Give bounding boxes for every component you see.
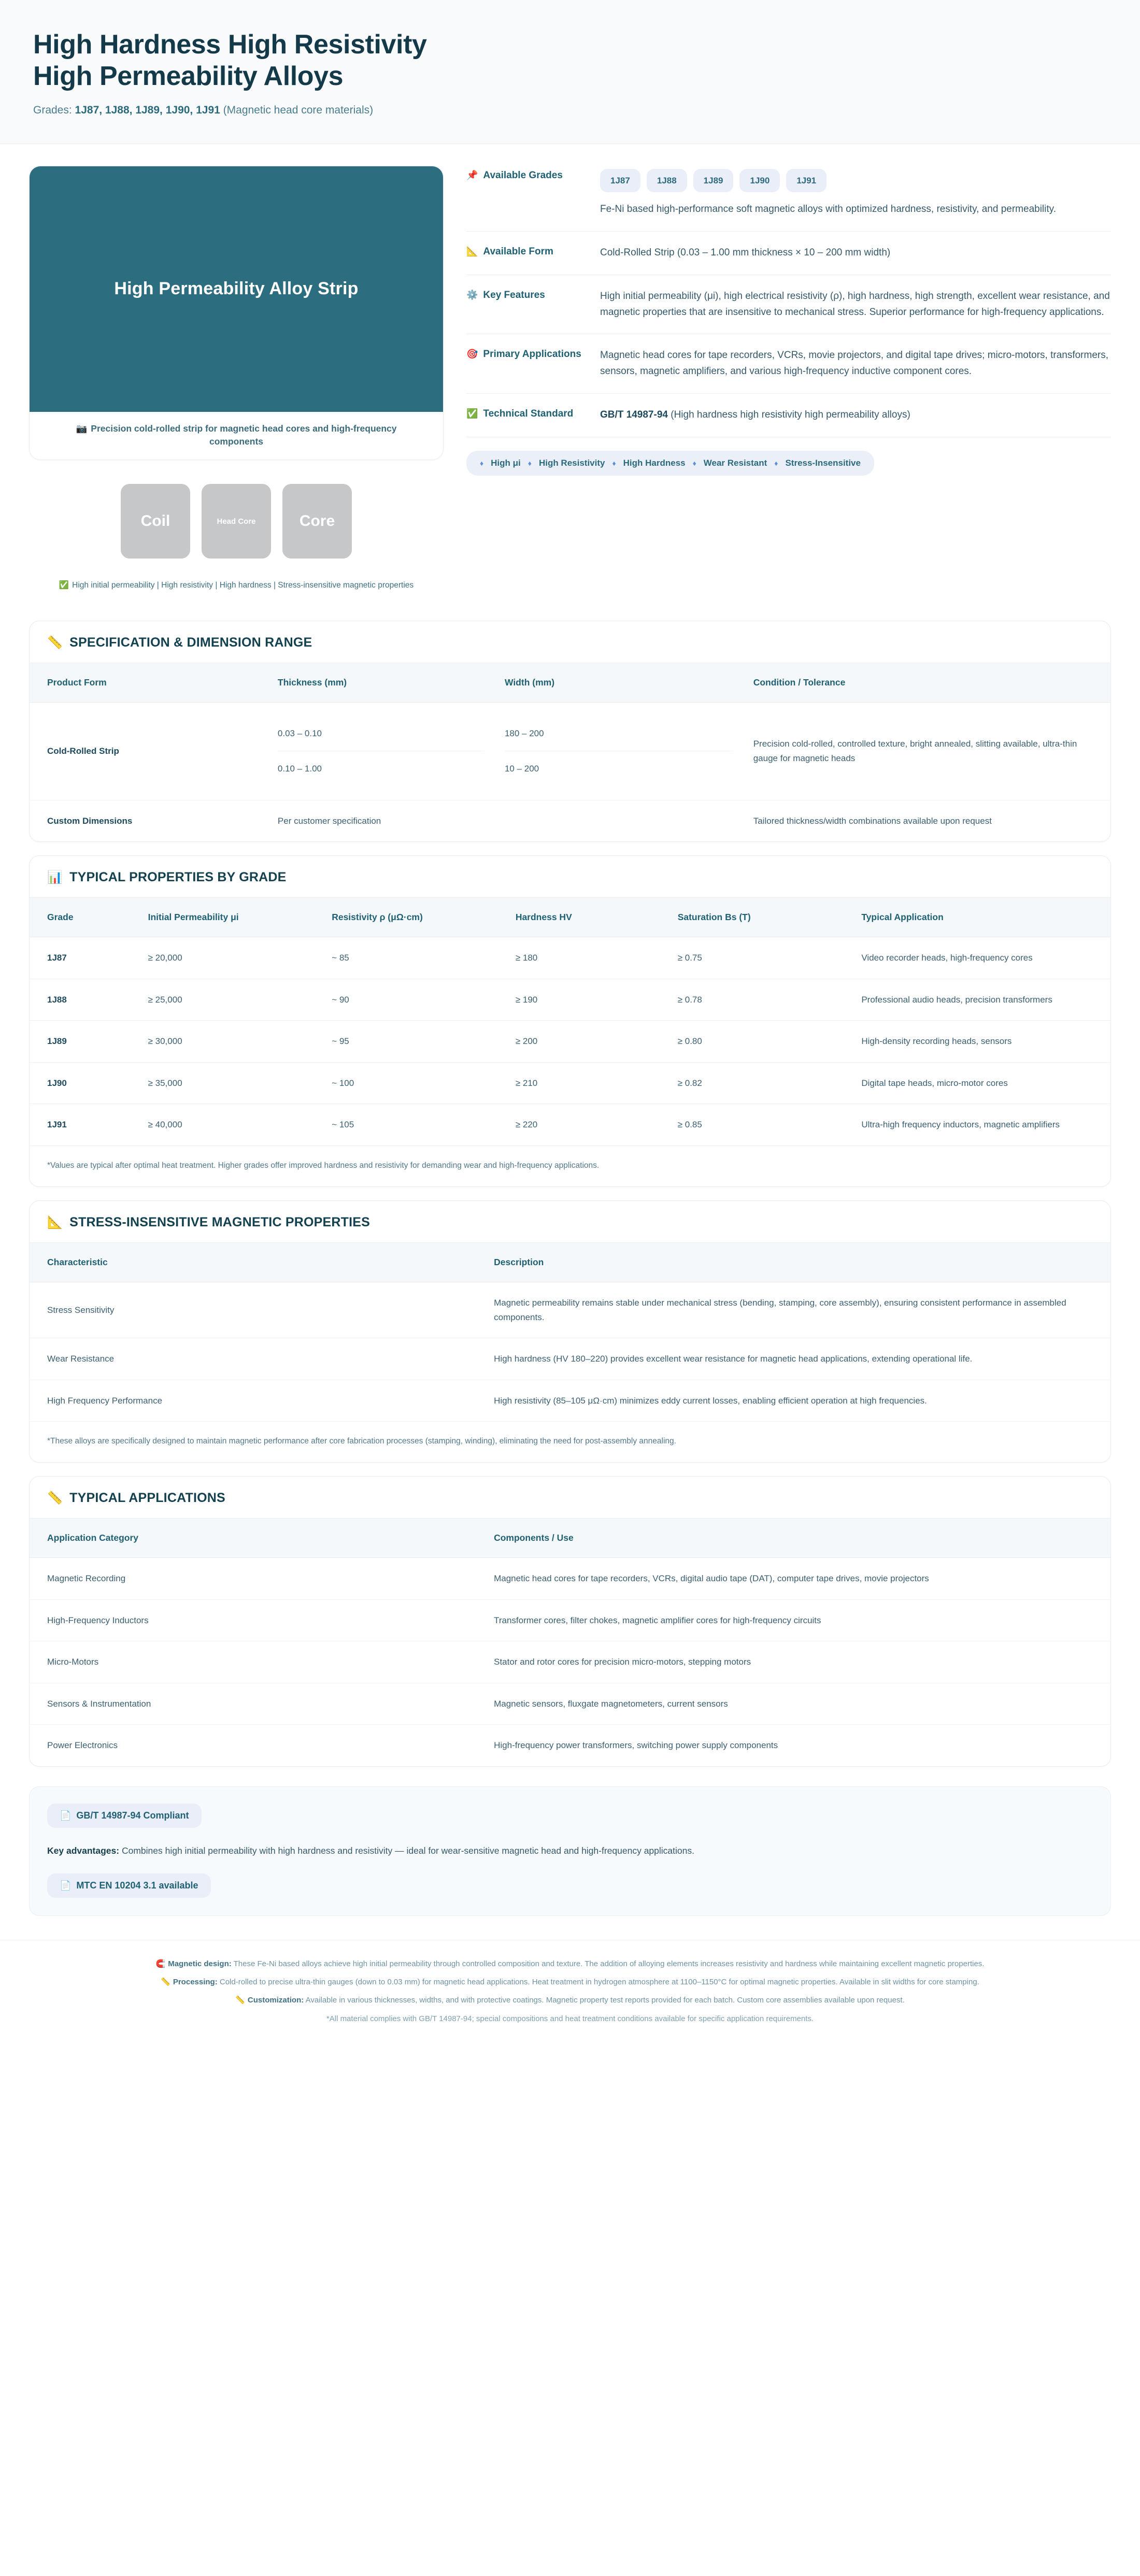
spec-label-text: Available Grades bbox=[483, 169, 563, 181]
grade-properties-section bbox=[29, 855, 1111, 1187]
cell-category: Power Electronics bbox=[47, 1740, 118, 1751]
cell-saturation: ≥ 0.75 bbox=[667, 937, 851, 979]
cell-use: High-frequency power transformers, switching power supply components bbox=[494, 1740, 778, 1751]
spec-label-text: Available Form bbox=[483, 246, 553, 257]
ruler-icon: 📏 bbox=[47, 1491, 63, 1506]
grade-chip[interactable]: 1J88 bbox=[647, 169, 687, 193]
footer-note-text: Available in various thicknesses, widths, and with protective coatings. Magnetic property test reports provided for each batch. Custom core assemblies available upon request. bbox=[304, 1996, 905, 2005]
product-image-card bbox=[29, 166, 444, 461]
specification-section bbox=[29, 621, 1111, 842]
cell-permeability: ≥ 20,000 bbox=[138, 937, 322, 979]
table-row bbox=[30, 702, 1110, 800]
product-image-placeholder bbox=[30, 166, 443, 412]
cell-thickness bbox=[267, 702, 494, 800]
cell-condition: Tailored thickness/width combinations available upon request bbox=[753, 815, 992, 826]
footer-note-processing bbox=[62, 1976, 1078, 1988]
table-row bbox=[30, 1282, 1110, 1338]
cell-category: High-Frequency Inductors bbox=[30, 1599, 483, 1641]
spec-value-text: Fe-Ni based high-performance soft magnetic alloys with optimized hardness, resistivity, and permeability. bbox=[600, 204, 1057, 215]
table-row bbox=[30, 800, 1110, 841]
cell-hardness: ≥ 210 bbox=[505, 1062, 667, 1104]
cell-application: Professional audio heads, precision transformers bbox=[851, 979, 1110, 1021]
product-highlights-note bbox=[29, 579, 444, 591]
spec-label bbox=[466, 348, 587, 361]
page-footer bbox=[0, 1940, 1140, 2055]
diamond-icon: ♦ bbox=[480, 459, 484, 467]
magnet-icon: 🧲 bbox=[155, 1959, 166, 1968]
cell-category: Micro-Motors bbox=[30, 1641, 483, 1683]
cell-resistivity: ~ 95 bbox=[321, 1021, 505, 1063]
bar-chart-icon: 📊 bbox=[47, 870, 63, 885]
key-advantages-body: Combines high initial permeability with high hardness and resistivity — ideal for wear-sensitive magnetic head and high-frequency applications. bbox=[119, 1845, 694, 1856]
diamond-icon: ♦ bbox=[774, 459, 778, 467]
standard-compliance-badge bbox=[47, 1804, 202, 1828]
cell-description: High resistivity (85–105 μΩ·cm) minimizes eddy current losses, enabling efficient operation at high frequencies. bbox=[494, 1395, 927, 1406]
cell-hardness: ≥ 180 bbox=[505, 937, 667, 979]
cell-permeability: ≥ 30,000 bbox=[138, 1021, 322, 1063]
subtitle-grades: 1J87, 1J88, 1J89, 1J90, 1J91 bbox=[75, 104, 220, 116]
stacked-values bbox=[278, 716, 484, 786]
feature-tag-bar bbox=[466, 451, 874, 476]
cell-characteristic: Stress Sensitivity bbox=[30, 1282, 483, 1338]
table-row bbox=[30, 1062, 1110, 1104]
pushpin-icon: 📌 bbox=[466, 169, 478, 180]
cell-category: Sensors & Instrumentation bbox=[30, 1683, 483, 1725]
column-header: Resistivity ρ (μΩ·cm) bbox=[321, 898, 505, 937]
standard-description: (High hardness high resistivity high permeability alloys) bbox=[667, 409, 910, 420]
applications-table bbox=[30, 1518, 1110, 1766]
key-advantages-label: Key advantages: bbox=[47, 1845, 120, 1856]
cell-description: High hardness (HV 180–220) provides excellent wear resistance for magnetic head applications, extending operational life. bbox=[483, 1338, 1110, 1380]
table-row bbox=[30, 1683, 1110, 1725]
thumbnail-label: Coil bbox=[140, 512, 170, 530]
compliance-panel bbox=[29, 1786, 1111, 1916]
cell-condition: Precision cold-rolled, controlled texture, bright annealed, slitting available, ultra-thin gauge for magnetic heads bbox=[743, 702, 1110, 800]
cell-characteristic: Wear Resistance bbox=[30, 1338, 483, 1380]
table-header-row bbox=[30, 663, 1110, 702]
column-header: Product Form bbox=[30, 663, 267, 702]
gear-icon: ⚙️ bbox=[466, 289, 478, 300]
footer-note-label: Customization: bbox=[247, 1996, 304, 2005]
table-row bbox=[30, 979, 1110, 1021]
value-line: 10 – 200 bbox=[505, 751, 733, 786]
section-title bbox=[30, 621, 1110, 663]
table-header-row bbox=[30, 1242, 1110, 1282]
feature-tag: High Hardness bbox=[623, 457, 686, 468]
cell-width bbox=[494, 702, 743, 800]
grade-chip-list bbox=[600, 169, 1111, 193]
table-row bbox=[30, 1599, 1110, 1641]
stacked-values bbox=[505, 716, 733, 786]
badge-label: GB/T 14987-94 Compliant bbox=[76, 1810, 189, 1821]
thumbnail-label: Head Core bbox=[217, 517, 256, 526]
footer-note-customization bbox=[62, 1994, 1078, 2006]
grade-chip[interactable]: 1J91 bbox=[786, 169, 826, 193]
cell-application: Ultra-high frequency inductors, magnetic amplifiers bbox=[861, 1120, 1060, 1130]
cell-hardness: ≥ 190 bbox=[505, 979, 667, 1021]
section-title-text: STRESS-INSENSITIVE MAGNETIC PROPERTIES bbox=[69, 1214, 370, 1229]
subtitle-prefix: Grades: bbox=[33, 104, 75, 116]
page-subtitle bbox=[33, 104, 1107, 117]
spec-label-text: Key Features bbox=[483, 289, 545, 300]
cell-use: Magnetic head cores for tape recorders, VCRs, digital audio tape (DAT), computer tape drives, movie projectors bbox=[483, 1558, 1110, 1600]
ruler-icon: 📐 bbox=[47, 1215, 63, 1229]
cell-resistivity: ~ 85 bbox=[321, 937, 505, 979]
cell-grade: 1J87 bbox=[30, 937, 138, 979]
spec-row-primary-applications bbox=[466, 334, 1111, 394]
column-header: Components / Use bbox=[483, 1519, 1110, 1558]
column-header: Saturation Bs (T) bbox=[667, 898, 851, 937]
value-line: 0.10 – 1.00 bbox=[278, 751, 484, 786]
table-row bbox=[30, 1641, 1110, 1683]
cell-product-form: Custom Dimensions bbox=[47, 815, 133, 826]
column-header: Description bbox=[483, 1242, 1110, 1282]
ruler-icon: 📏 bbox=[161, 1978, 170, 1987]
cell-saturation: ≥ 0.82 bbox=[667, 1062, 851, 1104]
feature-tag: High Resistivity bbox=[538, 457, 605, 468]
stress-properties-section bbox=[29, 1200, 1111, 1463]
camera-icon: 📷 bbox=[76, 423, 88, 434]
cell-characteristic: High Frequency Performance bbox=[47, 1395, 163, 1406]
cell-use: Stator and rotor cores for precision micro-motors, stepping motors bbox=[483, 1641, 1110, 1683]
subtitle-suffix: (Magnetic head core materials) bbox=[220, 104, 374, 116]
table-row bbox=[30, 1558, 1110, 1600]
key-advantages-text bbox=[47, 1843, 1093, 1858]
table-row bbox=[30, 1725, 1110, 1766]
cell-saturation: ≥ 0.85 bbox=[677, 1120, 702, 1130]
section-title-text: TYPICAL APPLICATIONS bbox=[69, 1491, 225, 1506]
column-header: Initial Permeability μi bbox=[138, 898, 322, 937]
footer-note-label: Processing: bbox=[173, 1978, 218, 1987]
column-header: Grade bbox=[30, 898, 138, 937]
thumbnail-label: Core bbox=[299, 512, 335, 530]
grade-properties-table bbox=[30, 897, 1110, 1146]
grade-chip[interactable]: 1J87 bbox=[600, 169, 640, 193]
page-header bbox=[0, 0, 1140, 144]
specification-table bbox=[30, 663, 1110, 842]
cell-grade: 1J91 bbox=[47, 1120, 67, 1130]
spec-value: Magnetic head cores for tape recorders, VCRs, movie projectors, and digital tape drives; micro-motors, transformers, sensors, magnetic amplifiers, and various high-frequency inductive component cores. bbox=[600, 350, 1108, 377]
spec-label bbox=[466, 169, 587, 182]
cell-use: Magnetic sensors, fluxgate magnetometers, current sensors bbox=[483, 1683, 1110, 1725]
footer-note-label: Magnetic design: bbox=[168, 1959, 232, 1968]
document-icon: 📄 bbox=[60, 1810, 72, 1821]
green-check-icon: ✅ bbox=[59, 581, 69, 590]
cell-grade: 1J90 bbox=[30, 1062, 138, 1104]
value-line: 180 – 200 bbox=[504, 728, 544, 738]
page-title bbox=[33, 29, 707, 93]
cell-hardness: ≥ 220 bbox=[515, 1120, 538, 1130]
column-header: Typical Application bbox=[851, 898, 1110, 937]
spec-value bbox=[600, 407, 1111, 423]
ruler-icon: 📐 bbox=[466, 246, 478, 257]
product-spec-column bbox=[466, 166, 1111, 476]
cell-resistivity: ~ 100 bbox=[321, 1062, 505, 1104]
spec-value: Cold-Rolled Strip (0.03 – 1.00 mm thickness × 10 – 200 mm width) bbox=[600, 247, 891, 259]
cell-resistivity: ~ 90 bbox=[321, 979, 505, 1021]
section-title-text: TYPICAL PROPERTIES BY GRADE bbox=[69, 870, 287, 885]
column-header: Thickness (mm) bbox=[267, 663, 494, 702]
footer-disclaimer: *All material complies with GB/T 14987-94; special compositions and heat treatment conditions available for specific application requirements. bbox=[326, 2014, 814, 2023]
page-title-line1: High Hardness High Resistivity bbox=[33, 30, 427, 60]
product-thumbnail-list bbox=[29, 484, 444, 559]
table-row bbox=[30, 1338, 1110, 1380]
spec-label-text: Technical Standard bbox=[483, 408, 574, 419]
product-image-caption bbox=[30, 412, 443, 460]
cell-hardness: ≥ 200 bbox=[505, 1021, 667, 1063]
spec-value bbox=[600, 169, 1111, 218]
cell-resistivity: ~ 105 bbox=[332, 1120, 354, 1130]
table-row bbox=[30, 937, 1110, 979]
mtc-certificate-badge bbox=[47, 1873, 211, 1898]
section-title bbox=[30, 856, 1110, 897]
cell-saturation: ≥ 0.80 bbox=[667, 1021, 851, 1063]
spec-value: High initial permeability (μi), high electrical resistivity (ρ), high hardness, high strength, excellent wear resistance, and magnetic properties that are insensitive to mechanical stress. Superior performance for high-frequency applications. bbox=[600, 290, 1110, 318]
column-header: Condition / Tolerance bbox=[743, 663, 1110, 702]
cell-description: Magnetic permeability remains stable under mechanical stress (bending, stamping, core assembly), ensuring consistent performance in assembled components. bbox=[483, 1282, 1110, 1338]
section-title-text: SPECIFICATION & DIMENSION RANGE bbox=[69, 635, 312, 650]
spec-row-available-grades bbox=[466, 169, 1111, 232]
footer-note-text: Cold-rolled to precise ultra-thin gauges (down to 0.03 mm) for magnetic head applications. Heat treatment in hydrogen atmosphere at 1100–1150°C for optimal magnetic properties. Available in slit widths for core stamping. bbox=[217, 1978, 979, 1987]
product-thumbnail[interactable] bbox=[121, 484, 190, 559]
product-highlights-text: High initial permeability | High resistivity | High hardness | Stress-insensitive magnetic properties bbox=[72, 581, 414, 590]
cell-permeability: ≥ 25,000 bbox=[138, 979, 322, 1021]
cell-width bbox=[494, 800, 743, 841]
cell-use: Transformer cores, filter chokes, magnetic amplifier cores for high-frequency circuits bbox=[483, 1599, 1110, 1641]
column-header: Application Category bbox=[30, 1519, 483, 1558]
table-footnote: *Values are typical after optimal heat treatment. Higher grades offer improved hardness and resistivity for demanding wear and high-frequency applications. bbox=[30, 1146, 1110, 1186]
table-header-row bbox=[30, 898, 1110, 937]
cell-application: High-density recording heads, sensors bbox=[851, 1021, 1110, 1063]
product-media-column bbox=[29, 166, 444, 592]
table-header-row bbox=[30, 1519, 1110, 1558]
footer-note-magnetic-design bbox=[62, 1958, 1078, 1970]
badge-label: MTC EN 10204 3.1 available bbox=[76, 1880, 198, 1891]
spec-label bbox=[466, 289, 587, 302]
product-thumbnail[interactable] bbox=[282, 484, 352, 559]
spec-row-available-form bbox=[466, 232, 1111, 275]
table-row bbox=[30, 1021, 1110, 1063]
spec-label bbox=[466, 407, 587, 421]
document-icon: 📄 bbox=[60, 1880, 72, 1891]
feature-tag: Stress-Insensitive bbox=[785, 457, 861, 468]
column-header: Characteristic bbox=[30, 1242, 483, 1282]
section-title bbox=[30, 1201, 1110, 1242]
section-title bbox=[30, 1477, 1110, 1518]
cell-product-form: Cold-Rolled Strip bbox=[30, 702, 267, 800]
cell-application: Digital tape heads, micro-motor cores bbox=[851, 1062, 1110, 1104]
diamond-icon: ♦ bbox=[528, 459, 532, 467]
value-line: 0.03 – 0.10 bbox=[277, 728, 322, 738]
page-title-line2: High Permeability Alloys bbox=[33, 61, 344, 92]
stress-properties-table bbox=[30, 1242, 1110, 1421]
feature-tag: High μi bbox=[491, 457, 521, 468]
table-row bbox=[30, 1380, 1110, 1421]
green-check-icon: ✅ bbox=[466, 408, 478, 419]
product-thumbnail[interactable] bbox=[202, 484, 271, 559]
diamond-icon: ♦ bbox=[692, 459, 696, 467]
cell-application: Video recorder heads, high-frequency cores bbox=[851, 937, 1110, 979]
diamond-icon: ♦ bbox=[612, 459, 616, 467]
footer-note-text: These Fe-Ni based alloys achieve high initial permeability through controlled composition and texture. The addition of alloying elements increases resistivity and hardness while maintaining excellent magnetic properties. bbox=[231, 1959, 985, 1968]
grade-chip[interactable]: 1J89 bbox=[693, 169, 734, 193]
product-image-caption-text: Precision cold-rolled strip for magnetic head cores and high-frequency components bbox=[91, 423, 397, 447]
ruler-icon: 📏 bbox=[235, 1996, 245, 2005]
grade-chip[interactable]: 1J90 bbox=[739, 169, 780, 193]
column-header: Width (mm) bbox=[494, 663, 743, 702]
cell-grade: 1J89 bbox=[30, 1021, 138, 1063]
cell-permeability: ≥ 40,000 bbox=[148, 1120, 182, 1130]
target-icon: 🎯 bbox=[466, 349, 478, 360]
applications-section bbox=[29, 1476, 1111, 1767]
ruler-icon: 📏 bbox=[47, 635, 63, 650]
product-overview bbox=[0, 144, 1140, 607]
spec-row-technical-standard bbox=[466, 394, 1111, 437]
spec-row-key-features bbox=[466, 275, 1111, 335]
table-footnote: *These alloys are specifically designed to maintain magnetic performance after core fabrication processes (stamping, winding), eliminating the need for post-assembly annealing. bbox=[30, 1421, 1110, 1462]
table-row bbox=[30, 1104, 1110, 1146]
spec-label-text: Primary Applications bbox=[483, 349, 581, 360]
cell-thickness: Per customer specification bbox=[277, 815, 381, 826]
feature-tag: Wear Resistant bbox=[703, 457, 767, 468]
spec-label bbox=[466, 245, 587, 259]
standard-code: GB/T 14987-94 bbox=[600, 409, 668, 420]
cell-category: Magnetic Recording bbox=[30, 1558, 483, 1600]
product-image-label: High Permeability Alloy Strip bbox=[114, 279, 359, 299]
cell-saturation: ≥ 0.78 bbox=[667, 979, 851, 1021]
cell-grade: 1J88 bbox=[30, 979, 138, 1021]
column-header: Hardness HV bbox=[505, 898, 667, 937]
cell-permeability: ≥ 35,000 bbox=[138, 1062, 322, 1104]
